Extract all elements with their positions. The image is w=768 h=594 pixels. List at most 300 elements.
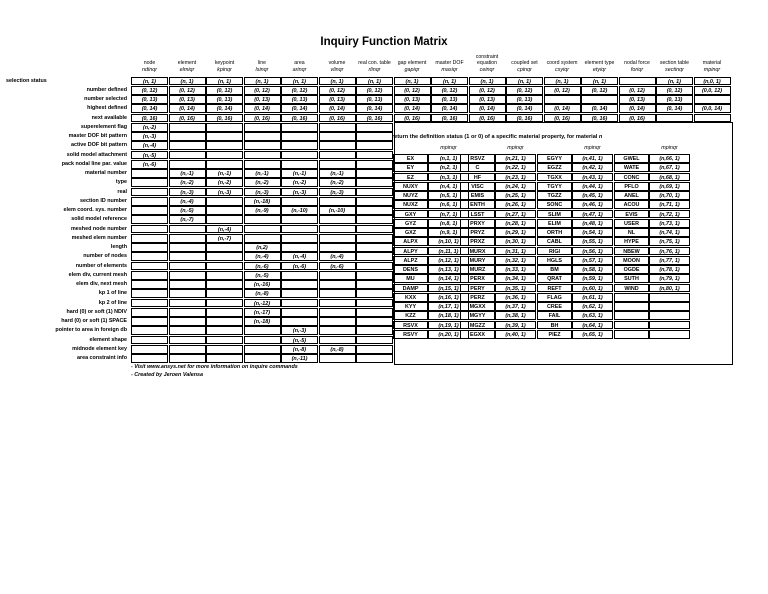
row-label: elem div, current mesh xyxy=(68,271,127,278)
matrix-cell: (0, 14) xyxy=(356,104,393,113)
matrix-cell xyxy=(206,326,243,335)
material-property-name: RIGI xyxy=(537,247,572,256)
matrix-cell: (n,-3) xyxy=(281,188,318,197)
matrix-cell: (n,-8) xyxy=(244,289,281,298)
matrix-cell xyxy=(169,326,206,335)
matrix-cell: (n,-2) xyxy=(244,178,281,187)
matrix-cell xyxy=(356,188,393,197)
material-property-call: (n,42, 1) xyxy=(572,163,613,172)
matrix-cell xyxy=(169,289,206,298)
matrix-cell xyxy=(169,345,206,354)
matrix-cell: (0, 16) xyxy=(244,114,281,123)
material-property-call: (n,63, 1) xyxy=(572,311,613,320)
matrix-cell xyxy=(319,299,356,308)
column-function: kpinqr xyxy=(217,67,232,73)
material-property-name xyxy=(614,311,649,320)
material-property-call: (n,3, 1) xyxy=(428,173,469,182)
matrix-cell xyxy=(131,234,168,243)
material-property-name: SONC xyxy=(537,200,572,209)
material-property-name: ALPZ xyxy=(393,256,428,265)
material-property-name: GYZ xyxy=(393,219,428,228)
row-label: material number xyxy=(85,170,127,177)
material-property-call: (n,17, 1) xyxy=(428,302,469,311)
matrix-cell xyxy=(131,299,168,308)
matrix-cell xyxy=(131,215,168,224)
material-property-name: SUTH xyxy=(614,274,649,283)
matrix-cell xyxy=(169,132,206,141)
matrix-cell xyxy=(281,141,318,150)
matrix-cell: (0, 12) xyxy=(244,86,281,95)
material-property-name: ANEL xyxy=(614,191,649,200)
row-label: pointer to area in foreign db xyxy=(55,327,127,334)
material-property-call: (n,70, 1) xyxy=(649,191,690,200)
matrix-cell: (n, 1) xyxy=(169,77,206,86)
matrix-cell: (n, 1) xyxy=(131,77,168,86)
material-property-name: SLIM xyxy=(537,210,572,219)
column-function: lsinqr xyxy=(255,67,269,73)
matrix-cell: (n,-5) xyxy=(169,206,206,215)
material-property-call: (n,79, 1) xyxy=(649,274,690,283)
matrix-cell xyxy=(169,243,206,252)
matrix-cell xyxy=(206,299,243,308)
material-property-name: PRXZ xyxy=(460,237,495,246)
matrix-cell: (0, 14) xyxy=(431,104,468,113)
material-property-name: MURX xyxy=(460,247,495,256)
matrix-cell: (n,-5) xyxy=(131,151,168,160)
material-property-call: (n,57, 1) xyxy=(572,256,613,265)
matrix-cell xyxy=(581,95,618,104)
column-header: volume xyxy=(328,60,346,66)
matrix-cell xyxy=(131,252,168,261)
matrix-cell: (n,-11) xyxy=(281,354,318,363)
material-property-name: NUXZ xyxy=(393,200,428,209)
material-property-call: (n,18, 1) xyxy=(428,311,469,320)
material-property-name: PERY xyxy=(460,284,495,293)
material-property-call: (n,26, 1) xyxy=(495,200,536,209)
matrix-cell xyxy=(244,160,281,169)
material-property-call: (n,12, 1) xyxy=(428,256,469,265)
matrix-cell xyxy=(169,280,206,289)
matrix-cell: (n, 1) xyxy=(431,77,468,86)
row-label: number of elements xyxy=(75,262,127,269)
matrix-cell: (n,-4) xyxy=(244,252,281,261)
matrix-cell: (n,-10) xyxy=(281,206,318,215)
material-function-label: mpinqr xyxy=(507,145,524,151)
material-property-name: NL xyxy=(614,228,649,237)
matrix-cell xyxy=(131,317,168,326)
material-property-call: (n,21, 1) xyxy=(495,154,536,163)
matrix-cell xyxy=(356,141,393,150)
material-property-call: (n,73, 1) xyxy=(649,219,690,228)
matrix-cell xyxy=(281,215,318,224)
material-property-call: (n,44, 1) xyxy=(572,182,613,191)
matrix-cell xyxy=(131,197,168,206)
material-property-call: (n,72, 1) xyxy=(649,210,690,219)
material-property-name: PRYZ xyxy=(460,228,495,237)
material-property-call: (n,37, 1) xyxy=(495,302,536,311)
material-property-name: EGYY xyxy=(537,154,572,163)
column-header: coupled set xyxy=(511,60,538,66)
material-property-name: KZZ xyxy=(393,311,428,320)
matrix-cell xyxy=(281,308,318,317)
material-property-call: (n,65, 1) xyxy=(572,330,613,339)
row-label: active DOF bit pattern xyxy=(70,142,127,149)
row-label: kp 2 of line xyxy=(98,299,127,306)
matrix-cell xyxy=(206,243,243,252)
material-property-call: (n,78, 1) xyxy=(649,265,690,274)
matrix-cell: (n, 1) xyxy=(581,77,618,86)
matrix-cell xyxy=(244,225,281,234)
matrix-cell xyxy=(356,243,393,252)
matrix-cell: (0, 14) xyxy=(319,104,356,113)
matrix-cell: (0, 14) xyxy=(281,104,318,113)
matrix-cell xyxy=(281,299,318,308)
matrix-cell: (0, 12) xyxy=(131,86,168,95)
matrix-cell xyxy=(356,289,393,298)
matrix-cell: (n,-1) xyxy=(244,169,281,178)
matrix-cell xyxy=(206,197,243,206)
matrix-cell xyxy=(206,289,243,298)
matrix-cell: (0, 16) xyxy=(206,114,243,123)
material-property-name: PIEZ xyxy=(537,330,572,339)
matrix-cell: (n,-17) xyxy=(244,308,281,317)
row-label: number of nodes xyxy=(83,253,127,260)
column-function: etyiqr xyxy=(592,67,607,73)
matrix-cell: (n,-7) xyxy=(206,234,243,243)
matrix-cell xyxy=(206,262,243,271)
material-property-call xyxy=(649,311,690,320)
matrix-cell xyxy=(356,354,393,363)
material-property-call: (n,5, 1) xyxy=(428,191,469,200)
matrix-cell: (n, 1) xyxy=(394,77,431,86)
material-property-name: HF xyxy=(460,173,495,182)
matrix-cell xyxy=(319,326,356,335)
material-property-call: (n,8, 1) xyxy=(428,219,469,228)
material-property-call: (n,55, 1) xyxy=(572,237,613,246)
matrix-cell: (n, 1) xyxy=(469,77,506,86)
matrix-cell: (n,-6) xyxy=(131,160,168,169)
column-header: constraint equation xyxy=(475,54,499,66)
column-header: element type xyxy=(584,60,615,66)
material-property-call: (n,48, 1) xyxy=(572,219,613,228)
material-property-name: EVIS xyxy=(614,210,649,219)
row-label: hard (0) or soft (1) NDIV xyxy=(66,308,127,315)
matrix-cell: (0, 13) xyxy=(506,95,543,104)
matrix-cell xyxy=(281,160,318,169)
material-property-call: (n,22, 1) xyxy=(495,163,536,172)
matrix-cell xyxy=(356,132,393,141)
matrix-cell xyxy=(206,354,243,363)
matrix-cell: (n,-1) xyxy=(206,169,243,178)
material-property-call: (n,24, 1) xyxy=(495,182,536,191)
material-title-variable: n xyxy=(598,134,603,140)
matrix-cell xyxy=(169,317,206,326)
matrix-cell xyxy=(281,243,318,252)
matrix-cell xyxy=(206,336,243,345)
footnote: - Created by Jeroen Valensa xyxy=(131,372,204,379)
matrix-cell xyxy=(169,234,206,243)
material-property-name: TGYY xyxy=(537,182,572,191)
column-header: section table xyxy=(659,60,690,66)
column-header: material xyxy=(702,60,722,66)
row-label: kp 1 of line xyxy=(98,290,127,297)
matrix-cell xyxy=(206,280,243,289)
matrix-cell xyxy=(206,271,243,280)
material-property-name: VISC xyxy=(460,182,495,191)
material-property-call: (n,46, 1) xyxy=(572,200,613,209)
matrix-cell xyxy=(319,243,356,252)
material-property-name: ALPX xyxy=(393,237,428,246)
material-property-call: (n,77, 1) xyxy=(649,256,690,265)
material-property-name: NBEW xyxy=(614,247,649,256)
material-property-name: TGXX xyxy=(537,173,572,182)
matrix-cell xyxy=(281,271,318,280)
matrix-cell: (n, 1) xyxy=(319,77,356,86)
matrix-cell xyxy=(244,151,281,160)
matrix-cell: (0, 14) xyxy=(169,104,206,113)
matrix-cell: (n,-12) xyxy=(244,299,281,308)
matrix-cell: (n, 1) xyxy=(506,77,543,86)
matrix-cell: (n,-6) xyxy=(281,262,318,271)
matrix-cell: (0, 12) xyxy=(431,86,468,95)
row-label: elem coord. sys. number xyxy=(63,207,127,214)
material-property-call: (n,2, 1) xyxy=(428,163,469,172)
material-property-call: (n,38, 1) xyxy=(495,311,536,320)
material-function-label: mpinqr xyxy=(440,145,457,151)
matrix-cell: (0, 12) xyxy=(656,86,693,95)
material-property-call: (n,64, 1) xyxy=(572,321,613,330)
matrix-cell: (n,-8) xyxy=(319,345,356,354)
column-header: coord system xyxy=(546,60,578,66)
material-property-call: (n,66, 1) xyxy=(649,154,690,163)
matrix-cell xyxy=(131,178,168,187)
matrix-cell xyxy=(206,252,243,261)
matrix-cell: (n,-4) xyxy=(281,252,318,261)
matrix-cell xyxy=(206,160,243,169)
material-property-name: MOON xyxy=(614,256,649,265)
material-property-name: CONC xyxy=(614,173,649,182)
material-property-name: WATE xyxy=(614,163,649,172)
material-property-name: EGZZ xyxy=(537,163,572,172)
material-property-name: EGXX xyxy=(460,330,495,339)
material-property-name: GXZ xyxy=(393,228,428,237)
matrix-cell xyxy=(356,299,393,308)
material-property-name: PFLO xyxy=(614,182,649,191)
material-property-call: (n,69, 1) xyxy=(649,182,690,191)
material-property-name: DAMP xyxy=(393,284,428,293)
matrix-cell xyxy=(319,354,356,363)
column-function: ceinqr xyxy=(479,67,495,73)
material-function-label: mpinqr xyxy=(661,145,678,151)
matrix-cell xyxy=(319,132,356,141)
material-property-call: (n,11, 1) xyxy=(428,247,469,256)
matrix-cell xyxy=(319,289,356,298)
matrix-cell: (n,-4) xyxy=(319,252,356,261)
material-property-name: KYY xyxy=(393,302,428,311)
material-property-name: MURY xyxy=(460,256,495,265)
matrix-cell xyxy=(131,326,168,335)
row-label: number defined xyxy=(86,86,127,93)
material-property-call: (n,28, 1) xyxy=(495,219,536,228)
material-property-call: (n,4, 1) xyxy=(428,182,469,191)
matrix-cell: (0, 12) xyxy=(319,86,356,95)
matrix-cell: (n,-9) xyxy=(244,206,281,215)
matrix-cell: (n, 1) xyxy=(281,77,318,86)
material-property-call: (n,7, 1) xyxy=(428,210,469,219)
material-property-call: (n,45, 1) xyxy=(572,191,613,200)
matrix-cell xyxy=(244,123,281,132)
material-property-call: (n,41, 1) xyxy=(572,154,613,163)
matrix-cell xyxy=(319,280,356,289)
material-property-call: (n,71, 1) xyxy=(649,200,690,209)
material-title xyxy=(392,134,602,140)
matrix-cell: (0, 14) xyxy=(469,104,506,113)
matrix-cell xyxy=(169,141,206,150)
matrix-cell: (0, 12) xyxy=(469,86,506,95)
matrix-cell xyxy=(169,252,206,261)
material-property-call: (n,68, 1) xyxy=(649,173,690,182)
matrix-cell: (n,-1) xyxy=(281,169,318,178)
matrix-cell: (0,0, 14) xyxy=(694,104,731,113)
matrix-cell xyxy=(281,151,318,160)
matrix-cell xyxy=(131,308,168,317)
row-label: length xyxy=(110,244,127,251)
material-property-call: (n,23, 1) xyxy=(495,173,536,182)
matrix-cell xyxy=(356,336,393,345)
matrix-cell: (n,-18) xyxy=(244,317,281,326)
matrix-cell: (0, 12) xyxy=(169,86,206,95)
column-function: elmiqr xyxy=(179,67,195,73)
matrix-cell: (0, 14) xyxy=(506,104,543,113)
material-property-call: (n,19, 1) xyxy=(428,321,469,330)
column-function: gapiqr xyxy=(404,67,420,73)
column-function: sectinqr xyxy=(665,67,684,73)
matrix-cell: (n,-18) xyxy=(244,197,281,206)
matrix-cell: (n,-3) xyxy=(131,132,168,141)
material-property-name: RSVY xyxy=(393,330,428,339)
matrix-cell: (0, 14) xyxy=(619,104,656,113)
matrix-cell: (n,-16) xyxy=(244,280,281,289)
matrix-cell: (0, 13) xyxy=(656,95,693,104)
matrix-cell: (0, 13) xyxy=(319,95,356,104)
matrix-cell xyxy=(656,114,693,123)
column-header: master DOF xyxy=(435,60,464,66)
material-property-call xyxy=(649,293,690,302)
material-property-name: PRXY xyxy=(460,219,495,228)
matrix-cell: (0, 14) xyxy=(656,104,693,113)
material-property-name: EZ xyxy=(393,173,428,182)
material-property-name xyxy=(614,293,649,302)
matrix-cell xyxy=(169,336,206,345)
matrix-cell: (n,-3) xyxy=(281,326,318,335)
matrix-cell xyxy=(244,132,281,141)
matrix-cell: (0, 12) xyxy=(619,86,656,95)
matrix-cell xyxy=(319,271,356,280)
matrix-cell: (n,-8) xyxy=(281,345,318,354)
material-property-call: (n,47, 1) xyxy=(572,210,613,219)
material-property-name xyxy=(614,330,649,339)
matrix-cell xyxy=(356,160,393,169)
matrix-cell: (n,0, 1) xyxy=(694,77,731,86)
row-label: highest defined xyxy=(87,105,127,112)
material-property-name: LSST xyxy=(460,210,495,219)
matrix-cell: (0, 12) xyxy=(281,86,318,95)
column-header: keypoint xyxy=(214,60,235,66)
matrix-cell: (0, 13) xyxy=(619,95,656,104)
matrix-cell xyxy=(131,354,168,363)
column-function: cpinqr xyxy=(517,67,532,73)
material-title-text: return the definition status (1 or 0) of a specific material property, for material xyxy=(392,134,598,140)
matrix-cell: (0,0, 12) xyxy=(694,86,731,95)
matrix-cell: (n,-3) xyxy=(319,188,356,197)
material-property-call: (n,1, 1) xyxy=(428,154,469,163)
material-property-name: PERZ xyxy=(460,293,495,302)
matrix-cell: (n,-10) xyxy=(319,206,356,215)
material-property-name xyxy=(614,321,649,330)
matrix-cell xyxy=(619,77,656,86)
material-property-name: HYPE xyxy=(614,237,649,246)
matrix-cell: (n,-6) xyxy=(244,262,281,271)
matrix-cell xyxy=(319,234,356,243)
material-property-call: (n,15, 1) xyxy=(428,284,469,293)
material-property-name: GXY xyxy=(393,210,428,219)
matrix-cell xyxy=(281,197,318,206)
material-property-name: ALPY xyxy=(393,247,428,256)
material-property-call: (n,31, 1) xyxy=(495,247,536,256)
row-label: solid model reference xyxy=(71,216,127,223)
matrix-cell xyxy=(356,280,393,289)
material-property-call: (n,56, 1) xyxy=(572,247,613,256)
matrix-cell xyxy=(356,345,393,354)
material-property-name: ACOU xyxy=(614,200,649,209)
matrix-cell xyxy=(694,95,731,104)
material-property-call: (n,9, 1) xyxy=(428,228,469,237)
matrix-cell: (n,-2) xyxy=(169,178,206,187)
material-property-name: GWEL xyxy=(614,154,649,163)
column-header: line xyxy=(257,60,267,66)
matrix-cell: (0, 12) xyxy=(206,86,243,95)
row-label: meshed elem number xyxy=(71,234,127,241)
matrix-cell xyxy=(319,308,356,317)
material-property-name: EY xyxy=(393,163,428,172)
column-header: real con. table xyxy=(358,60,391,66)
matrix-cell xyxy=(206,308,243,317)
matrix-cell xyxy=(319,317,356,326)
material-property-call: (n,35, 1) xyxy=(495,284,536,293)
matrix-cell xyxy=(244,354,281,363)
matrix-cell xyxy=(131,345,168,354)
material-property-name: MGXX xyxy=(460,302,495,311)
matrix-cell xyxy=(206,206,243,215)
matrix-cell: (0, 16) xyxy=(431,114,468,123)
matrix-cell: (0, 13) xyxy=(281,95,318,104)
material-property-name: NUYZ xyxy=(393,191,428,200)
matrix-cell xyxy=(319,160,356,169)
matrix-cell xyxy=(244,215,281,224)
matrix-cell xyxy=(244,326,281,335)
matrix-cell: (0, 16) xyxy=(281,114,318,123)
matrix-cell xyxy=(206,141,243,150)
column-header: area xyxy=(294,60,305,66)
matrix-cell: (0, 12) xyxy=(544,86,581,95)
matrix-cell xyxy=(281,289,318,298)
material-property-name: PERX xyxy=(460,274,495,283)
material-property-call: (n,54, 1) xyxy=(572,228,613,237)
matrix-cell xyxy=(169,299,206,308)
material-property-call: (n,43, 1) xyxy=(572,173,613,182)
matrix-cell xyxy=(281,234,318,243)
matrix-cell xyxy=(319,197,356,206)
